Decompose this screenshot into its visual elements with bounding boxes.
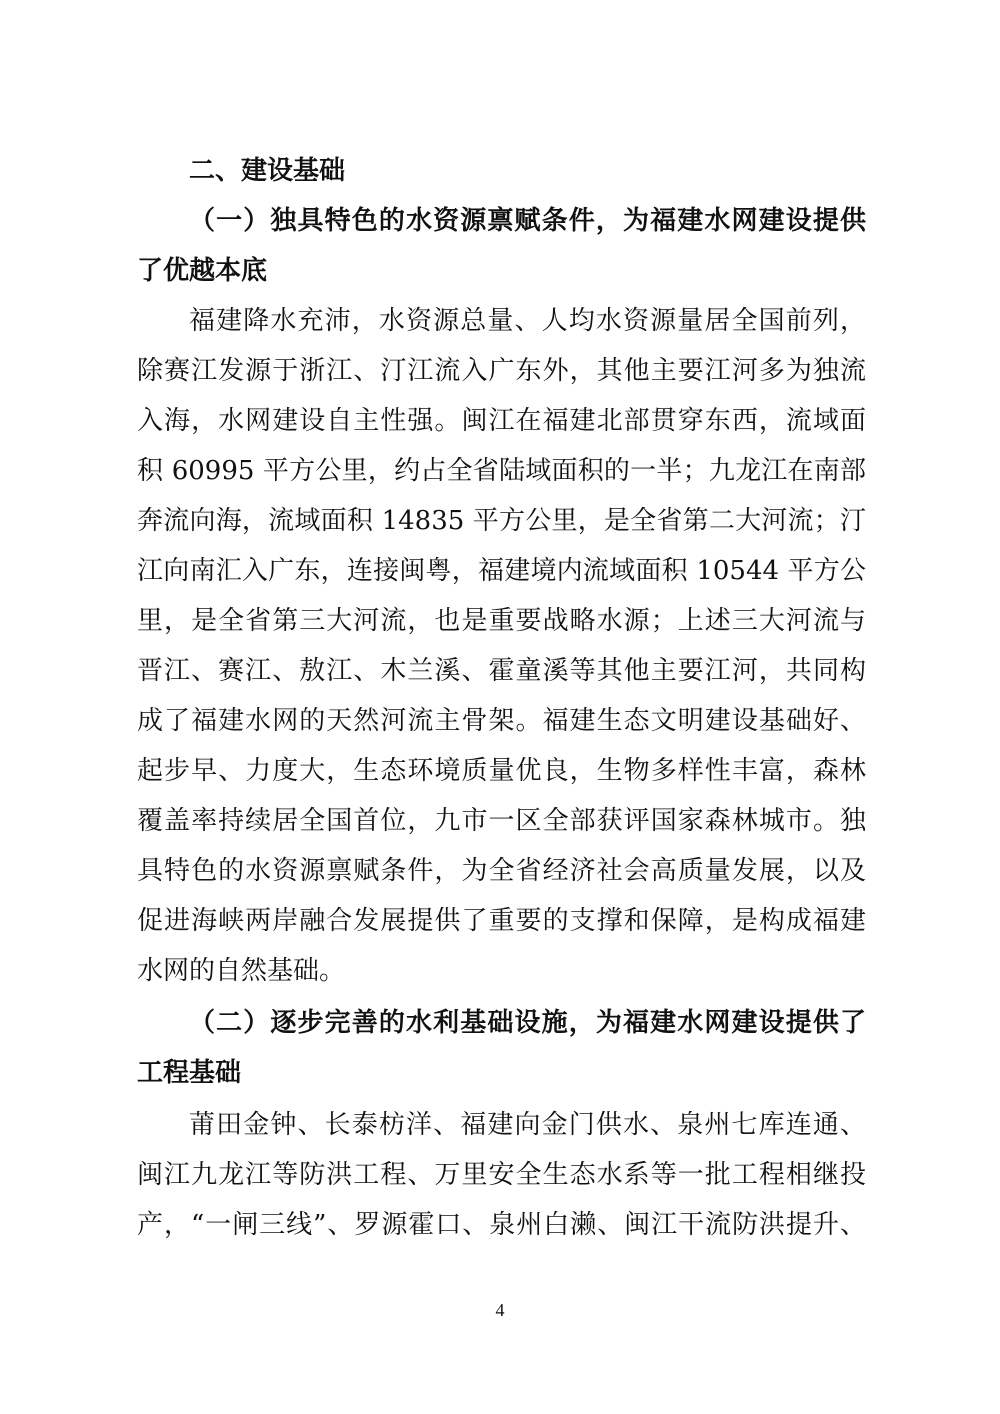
subheading-1-line-2: 了优越本底 bbox=[137, 256, 268, 286]
paragraph-1-line: 促进海峡两岸融合发展提供了重要的支撑和保障，是构成福建 bbox=[137, 906, 866, 936]
paragraph-2-line: 莆田金钟、长泰枋洋、福建向金门供水、泉州七库连通、 bbox=[189, 1110, 866, 1140]
paragraph-1-line: 晋江、赛江、敖江、木兰溪、霍童溪等其他主要江河，共同构 bbox=[137, 656, 866, 686]
paragraph-1-line: 福建降水充沛，水资源总量、人均水资源量居全国前列， bbox=[189, 306, 866, 336]
subheading-2-line-1: （二）逐步完善的水利基础设施，为福建水网建设提供了 bbox=[189, 1008, 866, 1038]
paragraph-1-line: 覆盖率持续居全国首位，九市一区全部获评国家森林城市。独 bbox=[137, 806, 866, 836]
section-heading: 二、建设基础 bbox=[189, 156, 346, 186]
subheading-1-line-1: （一）独具特色的水资源禀赋条件，为福建水网建设提供 bbox=[189, 206, 866, 236]
paragraph-1-line: 具特色的水资源禀赋条件，为全省经济社会高质量发展，以及 bbox=[137, 856, 866, 886]
paragraph-1-line: 起步早、力度大，生态环境质量优良，生物多样性丰富，森林 bbox=[137, 756, 866, 786]
page-number: 4 bbox=[495, 1300, 505, 1320]
paragraph-1-line: 奔流向海，流域面积 14835 平方公里，是全省第二大河流；汀 bbox=[137, 506, 866, 536]
paragraph-1-line: 水网的自然基础。 bbox=[137, 956, 346, 986]
paragraph-2-line: 产，“一闸三线”、罗源霍口、泉州白濑、闽江干流防洪提升、 bbox=[137, 1210, 866, 1240]
paragraph-1-line: 里，是全省第三大河流，也是重要战略水源；上述三大河流与 bbox=[137, 606, 866, 636]
paragraph-1-line: 成了福建水网的天然河流主骨架。福建生态文明建设基础好、 bbox=[137, 706, 866, 736]
subheading-2-line-2: 工程基础 bbox=[137, 1058, 242, 1088]
paragraph-1-line: 除赛江发源于浙江、汀江流入广东外，其他主要江河多为独流 bbox=[137, 356, 866, 386]
paragraph-1-line: 入海，水网建设自主性强。闽江在福建北部贯穿东西，流域面 bbox=[137, 406, 866, 436]
paragraph-1-line: 积 60995 平方公里，约占全省陆域面积的一半；九龙江在南部 bbox=[137, 456, 866, 486]
paragraph-2-line: 闽江九龙江等防洪工程、万里安全生态水系等一批工程相继投 bbox=[137, 1160, 866, 1190]
paragraph-1-line: 江向南汇入广东，连接闽粤，福建境内流域面积 10544 平方公 bbox=[137, 556, 866, 586]
